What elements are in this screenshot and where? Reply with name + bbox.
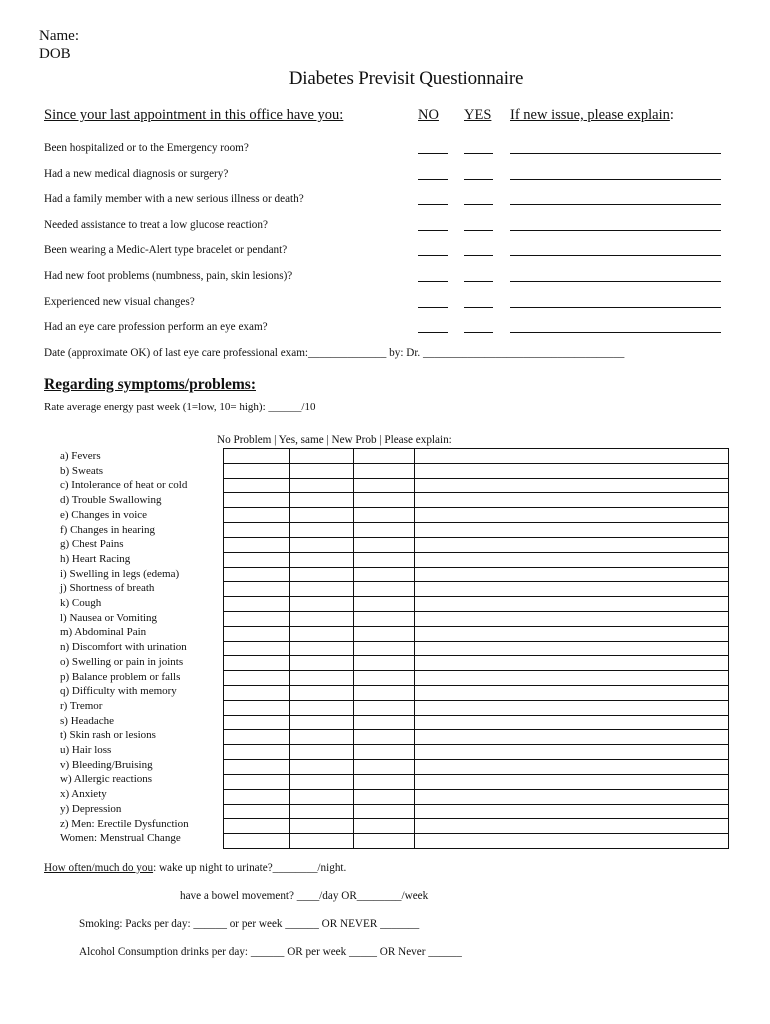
table-row bbox=[224, 478, 729, 493]
urination-question[interactable]: How often/much do you: wake up night to urinate?________/night. bbox=[44, 862, 347, 874]
new-prob-cell[interactable] bbox=[354, 582, 415, 597]
yes-same-cell[interactable] bbox=[290, 626, 354, 641]
explain-cell[interactable] bbox=[415, 834, 729, 849]
yes-same-cell[interactable] bbox=[290, 508, 354, 523]
name-label: Name: bbox=[39, 28, 79, 44]
yes-same-cell[interactable] bbox=[290, 804, 354, 819]
symptom-label: u) Hair loss bbox=[60, 744, 112, 756]
table-row bbox=[224, 730, 729, 745]
no-problem-cell[interactable] bbox=[224, 463, 290, 478]
explain-cell[interactable] bbox=[415, 730, 729, 745]
no-problem-cell[interactable] bbox=[224, 656, 290, 671]
table-row bbox=[224, 611, 729, 626]
no-problem-cell[interactable] bbox=[224, 478, 290, 493]
symptom-label: y) Depression bbox=[60, 802, 122, 815]
no-problem-cell[interactable] bbox=[224, 671, 290, 686]
yes-same-cell[interactable] bbox=[290, 523, 354, 538]
yes-answer-blank[interactable] bbox=[464, 153, 493, 154]
explain-blank[interactable] bbox=[510, 153, 721, 154]
yes-same-cell[interactable] bbox=[290, 671, 354, 686]
explain-blank[interactable] bbox=[510, 204, 721, 205]
new-prob-cell[interactable] bbox=[354, 804, 415, 819]
no-problem-cell[interactable] bbox=[224, 819, 290, 834]
symptom-label: q) Difficulty with memory bbox=[60, 685, 177, 698]
table-row bbox=[224, 715, 729, 730]
yes-answer-blank[interactable] bbox=[464, 230, 493, 231]
col-no-header: NO bbox=[418, 107, 439, 123]
table-row bbox=[224, 819, 729, 834]
explain-cell[interactable] bbox=[415, 463, 729, 478]
question-text: Needed assistance to treat a low glucose reaction? bbox=[44, 218, 268, 231]
symptom-label: w) Allergic reactions bbox=[60, 773, 153, 786]
symptom-label: s) Headache bbox=[60, 714, 115, 727]
symptom-label: Women: Menstrual Change bbox=[60, 832, 181, 845]
col-yes-header: YES bbox=[464, 107, 492, 123]
new-prob-cell[interactable] bbox=[354, 508, 415, 523]
table-row bbox=[224, 537, 729, 552]
symptom-label: o) Swelling or pain in joints bbox=[60, 655, 184, 668]
table-row bbox=[224, 626, 729, 641]
new-prob-cell[interactable] bbox=[354, 537, 415, 552]
no-problem-cell[interactable] bbox=[224, 626, 290, 641]
symptom-label: d) Trouble Swallowing bbox=[60, 494, 162, 507]
explain-cell[interactable] bbox=[415, 760, 729, 775]
new-prob-cell[interactable] bbox=[354, 597, 415, 612]
yes-same-cell[interactable] bbox=[290, 700, 354, 715]
new-prob-cell[interactable] bbox=[354, 819, 415, 834]
table-row bbox=[224, 745, 729, 760]
table-row bbox=[224, 686, 729, 701]
explain-cell[interactable] bbox=[415, 523, 729, 538]
yes-same-cell[interactable] bbox=[290, 641, 354, 656]
symptom-label: l) Nausea or Vomiting bbox=[60, 611, 158, 624]
explain-cell[interactable] bbox=[415, 478, 729, 493]
yes-same-cell[interactable] bbox=[290, 611, 354, 626]
col-explain-header: If new issue, please explain: bbox=[510, 107, 674, 123]
no-problem-cell[interactable] bbox=[224, 552, 290, 567]
no-problem-cell[interactable] bbox=[224, 493, 290, 508]
symptom-label: i) Swelling in legs (edema) bbox=[60, 567, 180, 580]
no-problem-cell[interactable] bbox=[224, 774, 290, 789]
yes-same-cell[interactable] bbox=[290, 597, 354, 612]
explain-blank[interactable] bbox=[510, 179, 721, 180]
new-prob-cell[interactable] bbox=[354, 611, 415, 626]
no-problem-cell[interactable] bbox=[224, 611, 290, 626]
no-problem-cell[interactable] bbox=[224, 449, 290, 464]
explain-cell[interactable] bbox=[415, 656, 729, 671]
new-prob-cell[interactable] bbox=[354, 700, 415, 715]
symptom-label: j) Shortness of breath bbox=[60, 582, 155, 595]
yes-same-cell[interactable] bbox=[290, 745, 354, 760]
yes-answer-blank[interactable] bbox=[464, 332, 493, 333]
explain-cell[interactable] bbox=[415, 493, 729, 508]
new-prob-cell[interactable] bbox=[354, 626, 415, 641]
table-row bbox=[224, 523, 729, 538]
no-problem-cell[interactable] bbox=[224, 523, 290, 538]
yes-answer-blank[interactable] bbox=[464, 255, 493, 256]
symptom-label: x) Anxiety bbox=[60, 788, 107, 801]
yes-answer-blank[interactable] bbox=[464, 307, 493, 308]
page-title: Diabetes Previsit Questionnaire bbox=[288, 68, 524, 89]
symptom-label: h) Heart Racing bbox=[60, 552, 131, 565]
no-answer-blank[interactable] bbox=[418, 281, 448, 282]
yes-same-cell[interactable] bbox=[290, 774, 354, 789]
question-text: Been hospitalized or to the Emergency room? bbox=[44, 142, 249, 154]
explain-cell[interactable] bbox=[415, 686, 729, 701]
table-row bbox=[224, 582, 729, 597]
symptom-label: g) Chest Pains bbox=[60, 538, 124, 551]
no-problem-cell[interactable] bbox=[224, 730, 290, 745]
yes-same-cell[interactable] bbox=[290, 463, 354, 478]
new-prob-cell[interactable] bbox=[354, 641, 415, 656]
yes-same-cell[interactable] bbox=[290, 715, 354, 730]
yes-same-cell[interactable] bbox=[290, 834, 354, 849]
yes-same-cell[interactable] bbox=[290, 819, 354, 834]
new-prob-cell[interactable] bbox=[354, 552, 415, 567]
explain-blank[interactable] bbox=[510, 230, 721, 231]
new-prob-cell[interactable] bbox=[354, 834, 415, 849]
explain-blank[interactable] bbox=[510, 281, 721, 282]
question-text: Experienced new visual changes? bbox=[44, 295, 195, 308]
new-prob-cell[interactable] bbox=[354, 523, 415, 538]
new-prob-cell[interactable] bbox=[354, 656, 415, 671]
yes-same-cell[interactable] bbox=[290, 730, 354, 745]
yes-same-cell[interactable] bbox=[290, 478, 354, 493]
explain-cell[interactable] bbox=[415, 789, 729, 804]
symptoms-heading: Regarding symptoms/problems: bbox=[44, 376, 256, 393]
no-problem-cell[interactable] bbox=[224, 597, 290, 612]
explain-cell[interactable] bbox=[415, 537, 729, 552]
table-row bbox=[224, 463, 729, 478]
new-prob-cell[interactable] bbox=[354, 760, 415, 775]
table-row bbox=[224, 789, 729, 804]
yes-same-cell[interactable] bbox=[290, 656, 354, 671]
symptom-label: c) Intolerance of heat or cold bbox=[60, 479, 188, 492]
table-row bbox=[224, 804, 729, 819]
no-problem-cell[interactable] bbox=[224, 789, 290, 804]
symptom-label: p) Balance problem or falls bbox=[60, 670, 181, 683]
bowel-question[interactable]: have a bowel movement? ____/day OR________/week bbox=[180, 890, 429, 902]
yes-same-cell[interactable] bbox=[290, 567, 354, 582]
yes-same-cell[interactable] bbox=[290, 493, 354, 508]
explain-cell[interactable] bbox=[415, 671, 729, 686]
table-row bbox=[224, 493, 729, 508]
no-answer-blank[interactable] bbox=[418, 204, 448, 205]
table-row bbox=[224, 656, 729, 671]
no-problem-cell[interactable] bbox=[224, 760, 290, 775]
symptom-label: k) Cough bbox=[60, 597, 102, 609]
no-problem-cell[interactable] bbox=[224, 804, 290, 819]
smoking-question[interactable]: Smoking: Packs per day: ______ or per week ______ OR NEVER _______ bbox=[79, 918, 420, 930]
explain-cell[interactable] bbox=[415, 745, 729, 760]
question-text: Had new foot problems (numbness, pain, skin lesions)? bbox=[44, 270, 293, 282]
energy-rating[interactable]: Rate average energy past week (1=low, 10= high): ______/10 bbox=[44, 401, 316, 413]
explain-cell[interactable] bbox=[415, 774, 729, 789]
explain-blank[interactable] bbox=[510, 307, 721, 308]
yes-answer-blank[interactable] bbox=[464, 281, 493, 282]
yes-same-cell[interactable] bbox=[290, 449, 354, 464]
symptom-label: a) Fevers bbox=[60, 450, 101, 462]
no-problem-cell[interactable] bbox=[224, 641, 290, 656]
new-prob-cell[interactable] bbox=[354, 463, 415, 478]
yes-same-cell[interactable] bbox=[290, 537, 354, 552]
symptom-grid bbox=[223, 448, 729, 849]
explain-cell[interactable] bbox=[415, 449, 729, 464]
explain-cell[interactable] bbox=[415, 611, 729, 626]
no-answer-blank[interactable] bbox=[418, 255, 448, 256]
explain-cell[interactable] bbox=[415, 641, 729, 656]
table-row bbox=[224, 760, 729, 775]
explain-cell[interactable] bbox=[415, 508, 729, 523]
explain-blank[interactable] bbox=[510, 332, 721, 333]
symptom-columns-header: No Problem | Yes, same | New Prob | Please explain: bbox=[217, 434, 452, 446]
symptom-label: r) Tremor bbox=[60, 699, 103, 712]
no-problem-cell[interactable] bbox=[224, 537, 290, 552]
table-row bbox=[224, 597, 729, 612]
question-text: Had a family member with a new serious illness or death? bbox=[44, 193, 304, 206]
question-text: Had a new medical diagnosis or surgery? bbox=[44, 167, 229, 180]
symptom-label: b) Sweats bbox=[60, 464, 104, 477]
no-problem-cell[interactable] bbox=[224, 567, 290, 582]
question-text: Had an eye care profession perform an eye exam? bbox=[44, 321, 268, 334]
table-row bbox=[224, 552, 729, 567]
symptom-label: v) Bleeding/Bruising bbox=[60, 758, 153, 771]
no-problem-cell[interactable] bbox=[224, 686, 290, 701]
symptom-label: z) Men: Erectile Dysfunction bbox=[60, 817, 189, 830]
yes-same-cell[interactable] bbox=[290, 760, 354, 775]
yes-answer-blank[interactable] bbox=[464, 204, 493, 205]
yes-same-cell[interactable] bbox=[290, 789, 354, 804]
eye-exam-date[interactable]: Date (approximate OK) of last eye care professional exam:______________ by: Dr. ____________________________________ bbox=[44, 347, 625, 359]
new-prob-cell[interactable] bbox=[354, 478, 415, 493]
table-row bbox=[224, 449, 729, 464]
new-prob-cell[interactable] bbox=[354, 745, 415, 760]
dob-label: DOB bbox=[39, 46, 71, 62]
explain-cell[interactable] bbox=[415, 552, 729, 567]
no-problem-cell[interactable] bbox=[224, 508, 290, 523]
no-answer-blank[interactable] bbox=[418, 332, 448, 333]
explain-cell[interactable] bbox=[415, 819, 729, 834]
no-problem-cell[interactable] bbox=[224, 715, 290, 730]
no-answer-blank[interactable] bbox=[418, 307, 448, 308]
no-answer-blank[interactable] bbox=[418, 153, 448, 154]
new-prob-cell[interactable] bbox=[354, 671, 415, 686]
no-answer-blank[interactable] bbox=[418, 230, 448, 231]
explain-cell[interactable] bbox=[415, 626, 729, 641]
no-answer-blank[interactable] bbox=[418, 179, 448, 180]
explain-cell[interactable] bbox=[415, 567, 729, 582]
new-prob-cell[interactable] bbox=[354, 493, 415, 508]
symptom-label: e) Changes in voice bbox=[60, 508, 148, 521]
new-prob-cell[interactable] bbox=[354, 715, 415, 730]
table-row bbox=[224, 671, 729, 686]
yes-answer-blank[interactable] bbox=[464, 179, 493, 180]
yes-same-cell[interactable] bbox=[290, 552, 354, 567]
yes-same-cell[interactable] bbox=[290, 686, 354, 701]
yes-same-cell[interactable] bbox=[290, 582, 354, 597]
no-problem-cell[interactable] bbox=[224, 582, 290, 597]
explain-cell[interactable] bbox=[415, 582, 729, 597]
table-row bbox=[224, 834, 729, 849]
new-prob-cell[interactable] bbox=[354, 567, 415, 582]
no-problem-cell[interactable] bbox=[224, 745, 290, 760]
explain-cell[interactable] bbox=[415, 700, 729, 715]
table-row bbox=[224, 774, 729, 789]
symptom-label: m) Abdominal Pain bbox=[60, 626, 147, 639]
no-problem-cell[interactable] bbox=[224, 834, 290, 849]
question-text: Been wearing a Medic-Alert type bracelet or pendant? bbox=[44, 244, 288, 257]
symptom-label: n) Discomfort with urination bbox=[60, 641, 187, 654]
table-row bbox=[224, 700, 729, 715]
alcohol-question[interactable]: Alcohol Consumption drinks per day: ______ OR per week _____ OR Never ______ bbox=[79, 946, 462, 958]
explain-blank[interactable] bbox=[510, 255, 721, 256]
symptom-label: f) Changes in hearing bbox=[60, 523, 155, 536]
new-prob-cell[interactable] bbox=[354, 449, 415, 464]
new-prob-cell[interactable] bbox=[354, 789, 415, 804]
table-row bbox=[224, 508, 729, 523]
symptom-label: t) Skin rash or lesions bbox=[60, 729, 156, 742]
new-prob-cell[interactable] bbox=[354, 730, 415, 745]
explain-cell[interactable] bbox=[415, 597, 729, 612]
explain-cell[interactable] bbox=[415, 804, 729, 819]
explain-cell[interactable] bbox=[415, 715, 729, 730]
table-row bbox=[224, 641, 729, 656]
table-row bbox=[224, 567, 729, 582]
section1-intro: Since your last appointment in this office have you: bbox=[44, 107, 344, 123]
new-prob-cell[interactable] bbox=[354, 686, 415, 701]
no-problem-cell[interactable] bbox=[224, 700, 290, 715]
new-prob-cell[interactable] bbox=[354, 774, 415, 789]
